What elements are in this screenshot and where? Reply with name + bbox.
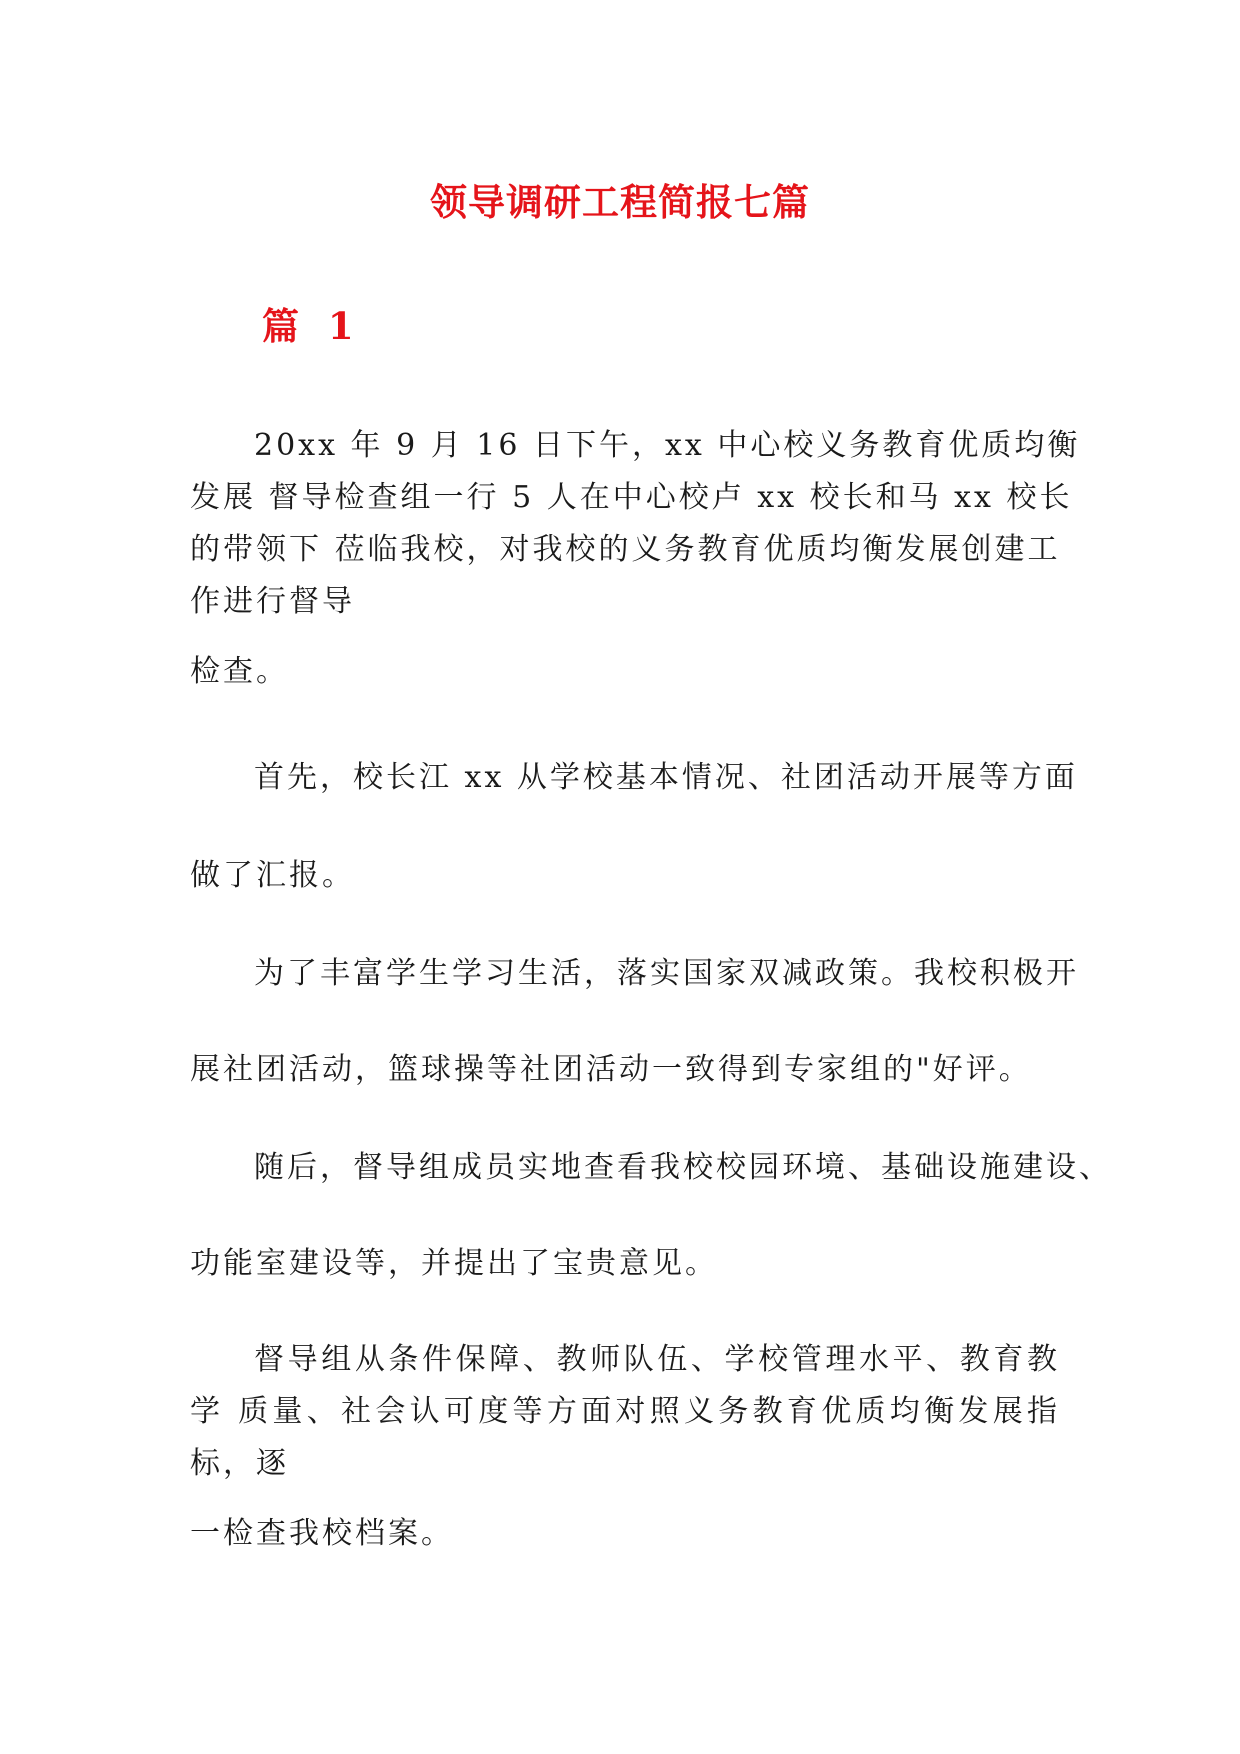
paragraph-line: 做了汇报。	[190, 858, 355, 893]
paragraph-line: 发展 督导检查组一行 5 人在中心校卢 xx 校长和马 xx 校长	[190, 480, 1073, 515]
section-heading: 篇 1	[262, 304, 362, 348]
paragraph-line: 首先，校长江 xx 从学校基本情况、社团活动开展等方面	[254, 760, 1078, 795]
paragraph-line: 展社团活动，篮球操等社团活动一致得到专家组的"好评。	[190, 1052, 1032, 1087]
paragraph-line: 检查。	[190, 654, 289, 689]
paragraph-line: 作进行督导	[190, 584, 355, 619]
paragraph-line: 功能室建设等，并提出了宝贵意见。	[190, 1246, 718, 1281]
paragraph-line: 20xx 年 9 月 16 日下午，xx 中心校义务教育优质均衡	[254, 428, 1081, 463]
paragraph-line: 督导组从条件保障、教师队伍、学校管理水平、教育教	[254, 1342, 1060, 1377]
paragraph-line: 随后，督导组成员实地查看我校校园环境、基础设施建设、	[254, 1150, 1112, 1185]
paragraph-line: 为了丰富学生学习生活，落实国家双减政策。我校积极开	[254, 956, 1079, 991]
paragraph-line: 的带领下 莅临我校，对我校的义务教育优质均衡发展创建工	[190, 532, 1061, 567]
paragraph-line: 一检查我校档案。	[190, 1516, 454, 1551]
paragraph-line: 标，逐	[190, 1446, 289, 1481]
paragraph-line: 学 质量、社会认可度等方面对照义务教育优质均衡发展指	[190, 1394, 1060, 1429]
document-title: 领导调研工程简报七篇	[430, 180, 810, 224]
